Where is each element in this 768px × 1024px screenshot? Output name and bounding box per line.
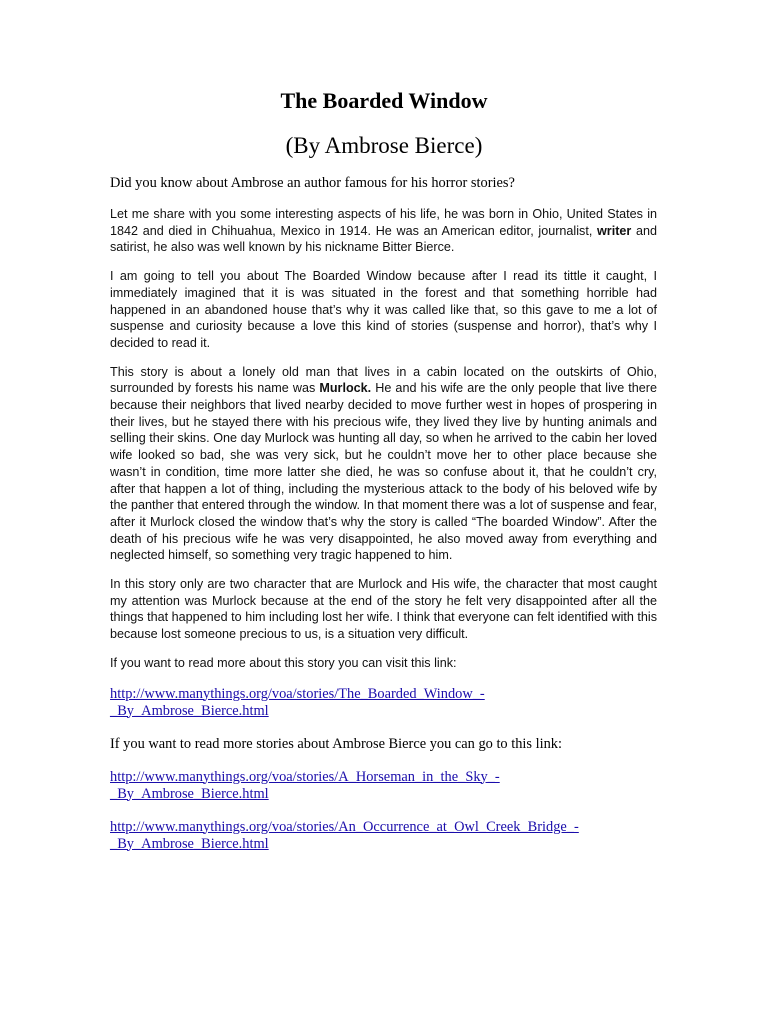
document-subtitle: (By Ambrose Bierce) (285, 133, 483, 158)
paragraph-reason: I am going to tell you about The Boarded Window because after I read its tittle it caught, I immediately imagined that it is was situated in the forest and that something horrible had happened in an abandoned house that’s why it was called like that, so this gave to me a lot of suspense and curiosity because a love this kind of stories (suspense and horror), that’s why I decided to read it. (110, 269, 657, 350)
link-line: http://www.manythings.org/voa/stories/The_Boarded_Window_- (110, 685, 485, 702)
link-line: _By_Ambrose_Bierce.html (110, 835, 269, 852)
paragraph-text: This story is about a lonely old man that lives in a cabin located on the outskirts of Ohio, surrounded by forests his name was (110, 364, 657, 396)
link-line: _By_Ambrose_Bierce.html (110, 785, 269, 802)
link-horseman-in-the-sky[interactable] (110, 769, 657, 803)
link-intro-more-stories: If you want to read more stories about Ambrose Bierce you can go to this link: (110, 735, 563, 752)
link-line: http://www.manythings.org/voa/stories/A_Horseman_in_the_Sky_- (110, 768, 500, 785)
document-body (110, 175, 657, 869)
document-title: The Boarded Window (280, 88, 488, 113)
paragraph-summary (110, 364, 657, 564)
link-boarded-window[interactable] (110, 686, 657, 720)
paragraph-characters: In this story only are two character that are Murlock and His wife, the character that most caught my attention was Murlock because at the end of the story he felt very disappointed after all the things that happened to him including lost her wife. I think that everyone can felt identified with this because lost someone precious to us, is a situation very difficult. (110, 577, 657, 642)
link-owl-creek-bridge[interactable] (110, 819, 657, 853)
link-line: http://www.manythings.org/voa/stories/An_Occurrence_at_Owl_Creek_Bridge_- (110, 818, 579, 835)
bold-word: writer (597, 223, 632, 238)
paragraph-biography (110, 206, 657, 256)
paragraph-text: and satirist, he also was well known by his nickname Bitter Bierce. (110, 223, 657, 255)
paragraph-text: He and his wife are the only people that live there because their neighbors that lived nearby decided to move further west in hopes of prospering in their lives, but he stayed there with his precious wife, they lived they live by hunting animals and selling their skins. One day Murlock was hunting all day, so when he arrived to the cabin her loved wife looked so bad, she was very sick, but he couldn’t move her to other place because she wasn’t in condition, time more latter she died, he was so confuse about it, that he couldn’t cry, after that happen a lot of thing, including the mysterious attack to the body of his beloved wife by the panther that entered through the window. In that moment there was a lot of suspense and fear, after it Murlock closed the window that’s why the story is called “The boarded Window”. After the death of his precious wife he was very disappointed, he also moved away from everything and neglected himself, so something very tragic happened to him. (110, 381, 657, 563)
link-line: _By_Ambrose_Bierce.html (110, 702, 269, 719)
bold-word: Murlock. (319, 381, 372, 396)
paragraph-text: Let me share with you some interesting aspects of his life, he was born in Ohio, United States in 1842 and died in Chihuahua, Mexico in 1914. He was an American editor, journalist, (110, 207, 657, 238)
intro-question: Did you know about Ambrose an author famous for his horror stories? (110, 175, 515, 191)
link-intro-story: If you want to read more about this story you can visit this link: (110, 655, 457, 670)
